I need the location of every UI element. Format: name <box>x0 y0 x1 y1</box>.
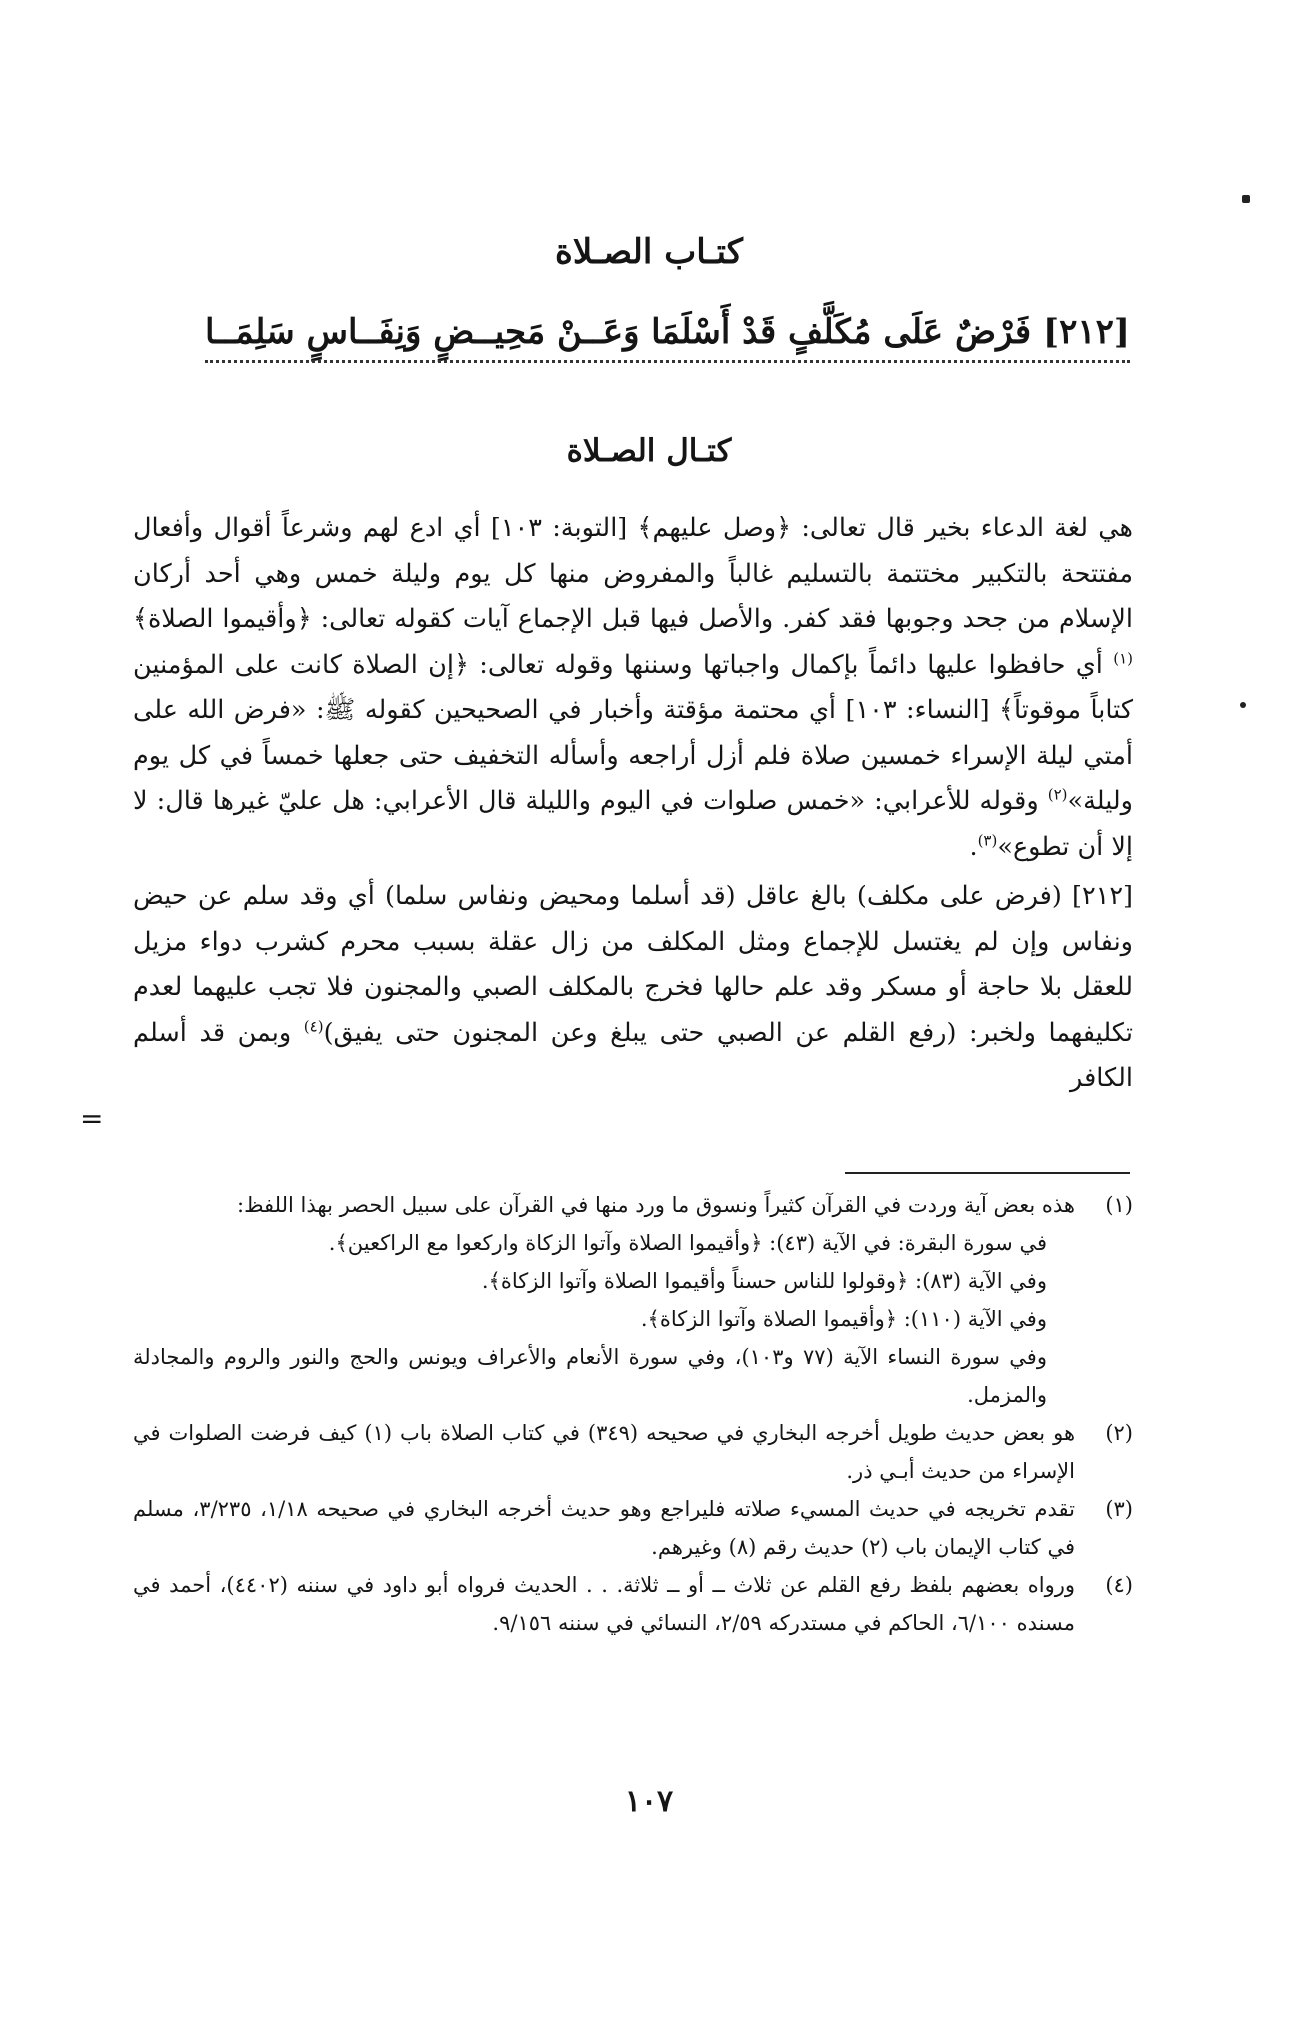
footnote-ref: (٢) <box>1047 785 1068 804</box>
poem-verse <box>205 312 1130 352</box>
footnote-line: وفي سورة النساء الآية (٧٧ و١٠٣)، وفي سورة الأنعام والأعراف ويونس والحج والنور والروم والمجادلة والمزمل. <box>133 1345 1047 1407</box>
paragraph-text: وقوله للأعرابي: «خمس صلوات في اليوم والليلة قال الأعرابي: هل عليّ غيرها قال: لا إلا أن تطوع» <box>133 786 1133 862</box>
footnote-ref: (٤) <box>303 1017 324 1035</box>
footnote-rule <box>845 1172 1130 1174</box>
continuation-mark: = <box>80 1102 104 1135</box>
footnote <box>133 1566 1133 1642</box>
footnote-line: هذه بعض آية وردت في القرآن كثيراً ونسوق ما ورد منها في القرآن على سبيل الحصر بهذا اللفظ: <box>237 1193 1075 1217</box>
paragraph-intro <box>133 506 1133 870</box>
page-number: ١٠٧ <box>624 1784 674 1819</box>
footnote <box>133 1414 1133 1490</box>
verse-second-hemistich: وَعَــنْ مَحِيــضٍ وَنِفَــاسٍ سَلِمَــا <box>205 312 640 352</box>
dotted-separator <box>205 360 1130 363</box>
footnote <box>133 1186 1133 1414</box>
footnote-line: هو بعض حديث طويل أخرجه البخاري في صحيحه (٣٤٩) في كتاب الصلاة باب (١) كيف فرضت الصلوات في الإسراء من حديث أبـي ذر. <box>133 1421 1076 1483</box>
paragraph-text: . <box>969 831 978 862</box>
footnotes <box>133 1186 1133 1642</box>
paragraph-text: وبمن قد أسلم الكافر <box>133 1017 1133 1093</box>
footnote <box>133 1490 1133 1566</box>
paragraph-text: أي حافظوا عليها دائماً بإكمال واجباتها وسننها وقوله تعالى: ﴿إن الصلاة كانت على المؤمنين كتاباً موقوتاً﴾ [النساء: ١٠٣] أي محتمة مؤقتة وأخبار في الصحيحين كقوله ﷺ: «فرض الله على أمتي ليلة الإسراء خمسين صلاة فلم أزل أراجعه وأسأله التخفيف حتى جعلها خمساً في كل يوم وليلة» <box>133 649 1134 816</box>
footnote-ref: (١) <box>1113 649 1133 667</box>
footnote-line: تقدم تخريجه في حديث المسيء صلاته فليراجع وهو حديث أخرجه البخاري في صحيحه ١/١٨، ٣/٢٣٥، مسلم في كتاب الإيمان باب (٢) حديث رقم (٨) وغيرهم. <box>133 1497 1075 1559</box>
paragraph-text: [٢١٢] (فرض على مكلف) بالغ عاقل (قد أسلما ومحيض ونفاس سلما) أي وقد سلم عن حيض ونفاس وإن لم يغتسل للإجماع ومثل المكلف من زال عقلة بسبب محرم كشرب دواء مزيل للعقل بلا حاجة أو مسكر وقد علم حالها فخرج بالمكلف الصبي والمجنون فلا تجب عليهما لعدم تكليفهما ولخبر: (رفع القلم عن الصبي حتى يبلغ وعن المجنون حتى يفيق) <box>133 881 1133 1048</box>
footnote-line: في سورة البقرة: في الآية (٤٣): ﴿وأقيموا الصلاة وآتوا الزكاة واركعوا مع الراكعين﴾. <box>328 1231 1047 1255</box>
paragraph-verse-commentary <box>133 874 1133 1102</box>
book-title: كتـاب الصـلاة <box>555 232 743 272</box>
commentary-body <box>133 506 1133 1102</box>
footnote-number: (٤) <box>1105 1573 1133 1597</box>
footnote-number: (٢) <box>1105 1421 1133 1445</box>
footnote-line: وفي الآية (١١٠): ﴿وأقيموا الصلاة وآتوا الزكاة﴾. <box>640 1307 1047 1331</box>
paragraph-text: هي لغة الدعاء بخير قال تعالى: ﴿وصل عليهم﴾ [التوبة: ١٠٣] أي ادع لهم وشرعاً أقوال وأفعال مفتتحة بالتكبير مختتمة بالتسليم غالباً والمفروض منها كل يوم وليلة خمس وهي أحد أركان الإسلام من جحد وجوبها فقد كفر. والأصل فيها قبل الإجماع آيات كقوله تعالى: ﴿وأقيموا الصلاة﴾ <box>133 513 1133 634</box>
footnote-line: وفي الآية (٨٣): ﴿وقولوا للناس حسناً وأقيموا الصلاة وآتوا الزكاة﴾. <box>481 1269 1047 1293</box>
scan-mark <box>1242 195 1250 203</box>
footnote-number: (٣) <box>1105 1497 1133 1521</box>
footnote-line: ورواه بعضهم بلفظ رفع القلم عن ثلاث ــ أو ــ ثلاثة. . . الحديث فرواه أبو داود في سننه (٤٤٠٢)، أحمد في مسنده ٦/١٠٠، الحاكم في مستدركه ٢/٥٩، النسائي في سننه ٩/١٥٦. <box>133 1573 1075 1635</box>
verse-first-hemistich: [٢١٢] فَرْضٌ عَلَى مُكَلَّفٍ قَدْ أَسْلَمَا <box>651 312 1130 352</box>
section-title: كتـال الصـلاة <box>566 433 732 469</box>
footnote-ref: (٣) <box>977 831 998 849</box>
footnote-number: (١) <box>1105 1193 1133 1217</box>
scan-dot <box>1240 702 1246 708</box>
